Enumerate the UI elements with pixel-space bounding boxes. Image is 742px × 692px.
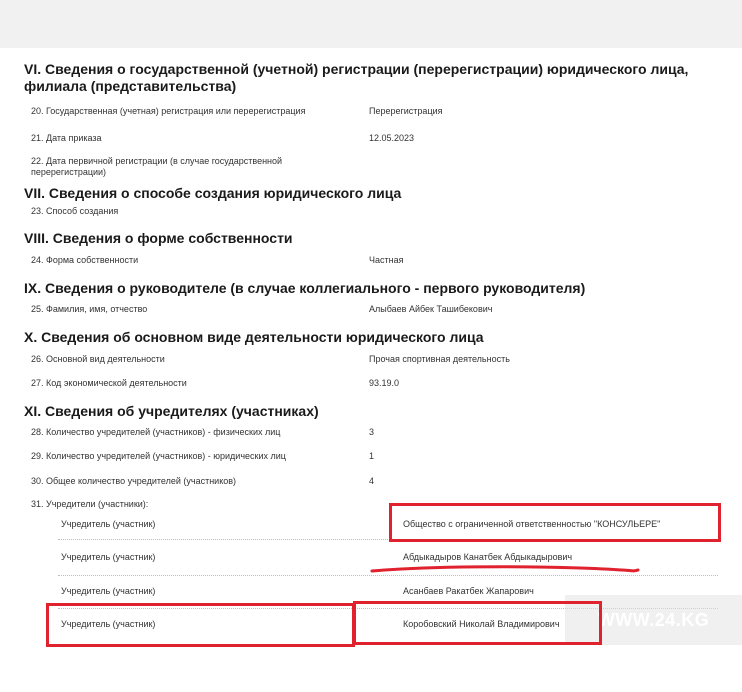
field-29-value: 1 <box>369 451 375 461</box>
section-9-title: IX. Сведения о руководителе (в случае коллегиального - первого руководителя) <box>24 280 586 296</box>
field-28-value: 3 <box>369 427 375 437</box>
section-11-title: XI. Сведения об учредителях (участниках) <box>24 403 319 419</box>
field-27-value: 93.19.0 <box>369 378 400 388</box>
field-30-value: 4 <box>369 476 375 486</box>
field-21-value: 12.05.2023 <box>369 133 415 143</box>
field-21-label: 21. Дата приказа <box>31 133 102 143</box>
section-8-title: VIII. Сведения о форме собственности <box>24 230 293 246</box>
field-22-label: 22. Дата первичной регистрации (в случае государственной перерегистрации) <box>31 156 283 177</box>
section-7-title: VII. Сведения о способе создания юридического лица <box>24 185 402 201</box>
field-30-label: 30. Общее количество учредителей (участников) <box>31 476 237 486</box>
founder-1-value: Общество с ограниченной ответственностью "КОНСУЛЬЕРЕ" <box>403 519 661 529</box>
section-10-title: X. Сведения об основном виде деятельности юридического лица <box>24 329 484 345</box>
field-29-label: 29. Количество учредителей (участников) - юридических лиц <box>31 451 286 461</box>
field-26-label: 26. Основной вид деятельности <box>31 354 165 364</box>
founder-2-value: Абдыкадыров Канатбек Абдыкадырович <box>403 552 573 562</box>
field-23-label: 23. Способ создания <box>31 206 119 216</box>
founder-3-value: Асанбаев Ракатбек Жапарович <box>403 586 534 596</box>
field-24-label: 24. Форма собственности <box>31 255 139 265</box>
field-20-label: 20. Государственная (учетная) регистрация или перерегистрация <box>31 106 306 116</box>
founder-2-label: Учредитель (участник) <box>61 552 156 562</box>
founder-4-value: Коробовский Николай Владимирович <box>403 619 560 629</box>
section-6-title: VI. Сведения о государственной (учетной) регистрации (перерегистрации) юридического лица, филиала (представительства) <box>24 61 689 94</box>
field-28-label: 28. Количество учредителей (участников) - физических лиц <box>31 427 281 437</box>
field-25-label: 25. Фамилия, имя, отчество <box>31 304 148 314</box>
field-27-label: 27. Код экономической деятельности <box>31 378 187 388</box>
field-31-label: 31. Учредители (участники): <box>31 499 149 509</box>
founder-3-label: Учредитель (участник) <box>61 586 156 596</box>
field-25-value: Алыбаев Айбек Ташибекович <box>369 304 493 314</box>
watermark: WWW.24.KG <box>565 595 742 645</box>
founder-1-label: Учредитель (участник) <box>61 519 156 529</box>
founder-4-label: Учредитель (участник) <box>61 619 156 629</box>
field-24-value: Частная <box>369 255 404 265</box>
field-26-value: Прочая спортивная деятельность <box>369 354 510 364</box>
field-20-value: Перерегистрация <box>369 106 443 116</box>
